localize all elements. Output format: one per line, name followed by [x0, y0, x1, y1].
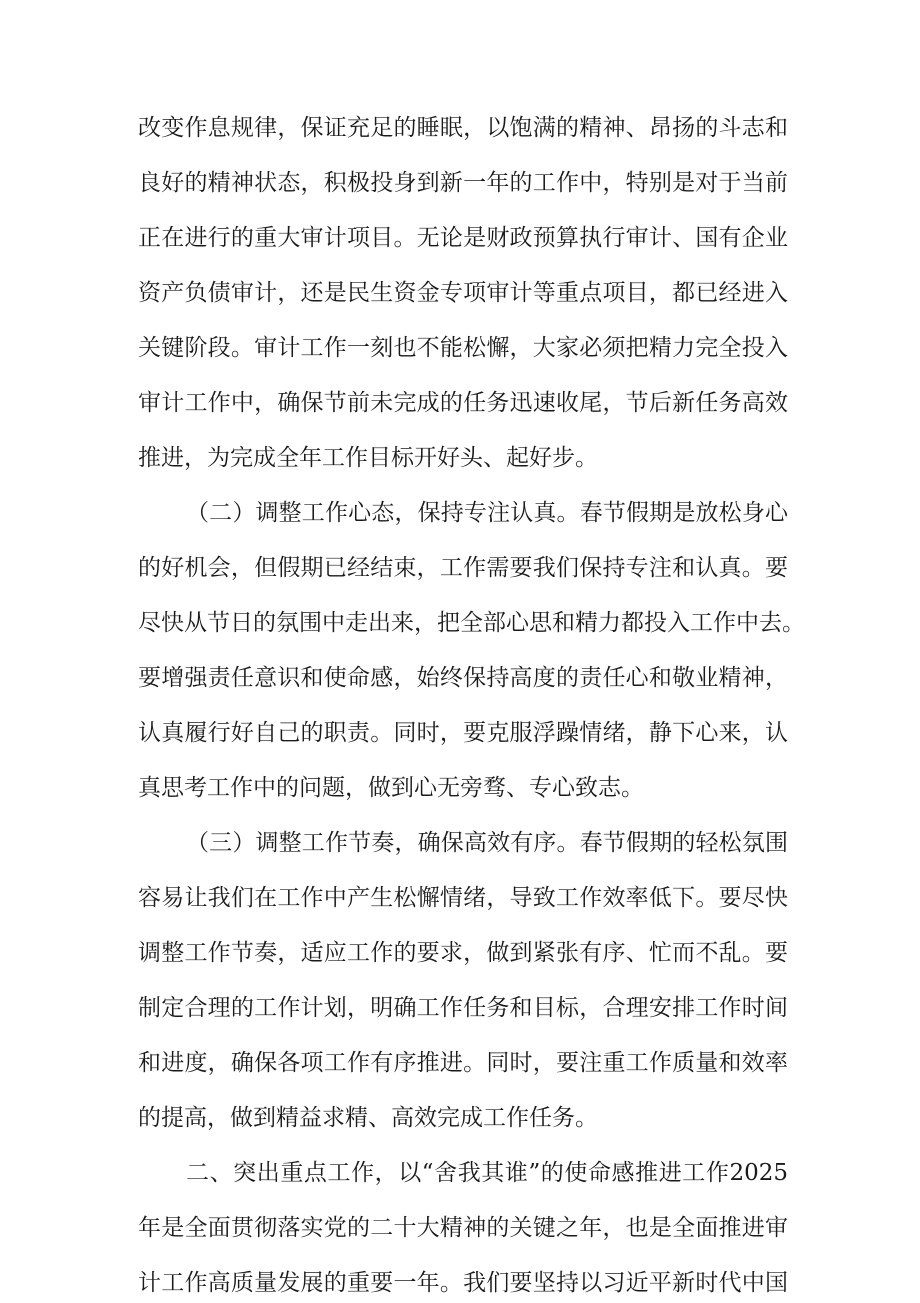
section-2-heading-line: 二、突出重点工作，以“舍我其谁”的使命感推进工作2025 [186, 1160, 788, 1186]
paragraph-3-line-3: 调整工作节奏，适应工作的要求，做到紧张有序、忙而不乱。要 [138, 940, 788, 966]
paragraph-1-line-1: 改变作息规律，保证充足的睡眠，以饱满的精神、昂扬的斗志和 [138, 115, 788, 141]
paragraph-2-line-1: （二）调整工作心态，保持专注认真。春节假期是放松身心 [186, 500, 788, 526]
paragraph-2-line-6: 真思考工作中的问题，做到心无旁骛、专心致志。 [138, 775, 644, 801]
paragraph-4-line-2: 年是全面贯彻落实党的二十大精神的关键之年，也是全面推进审 [138, 1215, 788, 1241]
paragraph-3-line-6: 的提高，做到精益求精、高效完成工作任务。 [138, 1105, 598, 1131]
paragraph-1-line-3: 正在进行的重大审计项目。无论是财政预算执行审计、国有企业 [138, 225, 788, 251]
paragraph-1-line-2: 良好的精神状态，积极投身到新一年的工作中，特别是对于当前 [138, 170, 788, 196]
paragraph-1-line-4: 资产负债审计，还是民生资金专项审计等重点项目，都已经进入 [138, 280, 788, 306]
paragraph-2-line-2: 的好机会，但假期已经结束，工作需要我们保持专注和认真。要 [138, 555, 788, 581]
paragraph-2-line-5: 认真履行好自己的职责。同时，要克服浮躁情绪，静下心来，认 [138, 720, 788, 746]
paragraph-2-line-4: 要增强责任意识和使命感，始终保持高度的责任心和敬业精神， [138, 665, 788, 691]
paragraph-1-line-7: 推进，为完成全年工作目标开好头、起好步。 [138, 445, 598, 471]
paragraph-2-line-3: 尽快从节日的氛围中走出来，把全部心思和精力都投入工作中去。 [138, 610, 805, 636]
paragraph-4-line-3: 计工作高质量发展的重要一年。我们要坚持以习近平新时代中国 [138, 1270, 788, 1296]
paragraph-3-line-1: （三）调整工作节奏，确保高效有序。春节假期的轻松氛围 [186, 830, 788, 856]
paragraph-3-line-4: 制定合理的工作计划，明确工作任务和目标，合理安排工作时间 [138, 995, 788, 1021]
paragraph-1-line-6: 审计工作中，确保节前未完成的任务迅速收尾，节后新任务高效 [138, 390, 788, 416]
paragraph-3-line-5: 和进度，确保各项工作有序推进。同时，要注重工作质量和效率 [138, 1050, 788, 1076]
paragraph-3-line-2: 容易让我们在工作中产生松懈情绪，导致工作效率低下。要尽快 [138, 885, 788, 911]
paragraph-1-line-5: 关键阶段。审计工作一刻也不能松懈，大家必须把精力完全投入 [138, 335, 788, 361]
